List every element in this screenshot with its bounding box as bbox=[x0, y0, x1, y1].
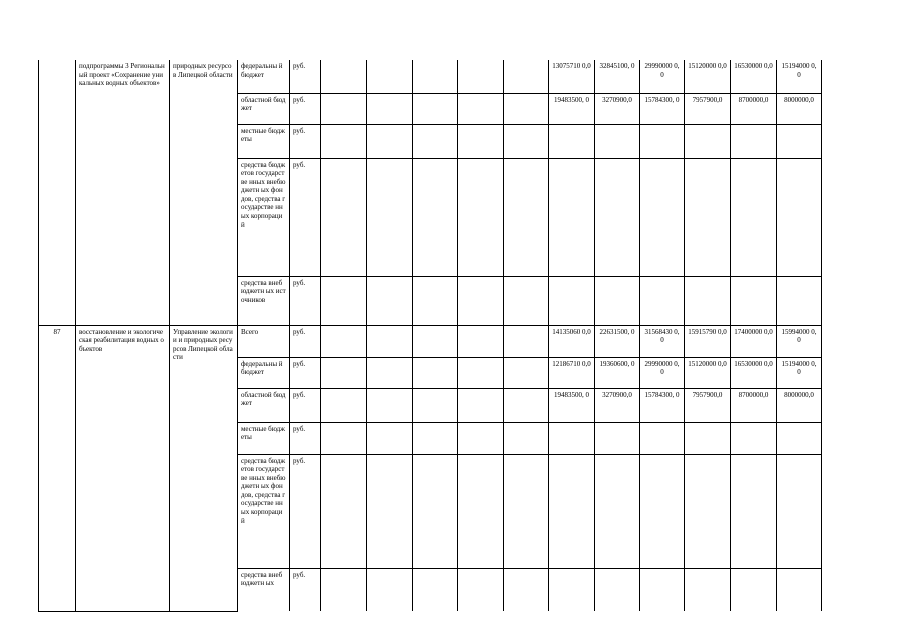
table-row bbox=[39, 325, 822, 357]
amount-cell bbox=[640, 276, 685, 325]
funding-source-cell: средства внебюджетн ых bbox=[238, 568, 290, 611]
empty-cell bbox=[504, 276, 549, 325]
empty-cell bbox=[367, 93, 413, 124]
unit-cell: руб. bbox=[290, 124, 321, 158]
amount-cell: 8700000,0 bbox=[731, 388, 777, 422]
amount-cell bbox=[549, 276, 595, 325]
empty-cell bbox=[504, 158, 549, 276]
empty-cell bbox=[458, 276, 504, 325]
amount-cell: 22631500, 0 bbox=[595, 325, 640, 357]
amount-cell bbox=[685, 568, 731, 611]
empty-cell bbox=[413, 388, 458, 422]
funding-source-cell: средства бюджетов государстве нных внебюджетн ых фондов, средства государстве нных корпораций bbox=[238, 158, 290, 276]
empty-cell bbox=[458, 158, 504, 276]
unit-cell: руб. bbox=[290, 568, 321, 611]
funding-source-cell: Всего bbox=[238, 325, 290, 357]
empty-cell bbox=[504, 124, 549, 158]
empty-cell bbox=[367, 357, 413, 388]
empty-cell bbox=[504, 325, 549, 357]
amount-cell: 15784300, 0 bbox=[640, 93, 685, 124]
empty-cell bbox=[458, 93, 504, 124]
unit-cell: руб. bbox=[290, 422, 321, 454]
row-number-cell bbox=[39, 60, 76, 325]
empty-cell bbox=[504, 93, 549, 124]
funding-source-cell: местные бюджеты bbox=[238, 124, 290, 158]
amount-cell: 8700000,0 bbox=[731, 93, 777, 124]
amount-cell: 8000000,0 bbox=[777, 93, 822, 124]
empty-cell bbox=[413, 454, 458, 568]
empty-cell bbox=[458, 422, 504, 454]
amount-cell: 15120000 0,0 bbox=[685, 357, 731, 388]
amount-cell bbox=[640, 454, 685, 568]
amount-cell bbox=[777, 276, 822, 325]
amount-cell: 7957900,0 bbox=[685, 388, 731, 422]
empty-cell bbox=[413, 60, 458, 93]
amount-cell: 3270900,0 bbox=[595, 388, 640, 422]
empty-cell bbox=[413, 158, 458, 276]
funding-source-cell: средства бюджетов государстве нных внебюджетн ых фондов, средства государстве нных корпораций bbox=[238, 454, 290, 568]
amount-cell: 8000000,0 bbox=[777, 388, 822, 422]
amount-cell bbox=[685, 276, 731, 325]
amount-cell: 17400000 0,0 bbox=[731, 325, 777, 357]
executor-cell: Управление экологии и природных ресурсов Липецкой области bbox=[170, 325, 238, 611]
amount-cell: 15194000 0,0 bbox=[777, 60, 822, 93]
empty-cell bbox=[321, 124, 367, 158]
amount-cell: 15120000 0,0 bbox=[685, 60, 731, 93]
empty-cell bbox=[321, 93, 367, 124]
amount-cell bbox=[777, 158, 822, 276]
funding-source-cell: федеральны й бюджет bbox=[238, 60, 290, 93]
amount-cell bbox=[685, 422, 731, 454]
amount-cell bbox=[549, 454, 595, 568]
amount-cell: 15194000 0,0 bbox=[777, 357, 822, 388]
empty-cell bbox=[367, 454, 413, 568]
empty-cell bbox=[413, 568, 458, 611]
funding-source-cell: федеральны й бюджет bbox=[238, 357, 290, 388]
unit-cell: руб. bbox=[290, 357, 321, 388]
amount-cell bbox=[640, 124, 685, 158]
amount-cell bbox=[640, 568, 685, 611]
amount-cell bbox=[731, 454, 777, 568]
empty-cell bbox=[367, 158, 413, 276]
empty-cell bbox=[321, 568, 367, 611]
amount-cell: 29990000 0,0 bbox=[640, 60, 685, 93]
empty-cell bbox=[321, 388, 367, 422]
amount-cell: 19360600, 0 bbox=[595, 357, 640, 388]
empty-cell bbox=[504, 357, 549, 388]
amount-cell: 32845100, 0 bbox=[595, 60, 640, 93]
funding-source-cell: областной бюджет bbox=[238, 388, 290, 422]
amount-cell bbox=[731, 568, 777, 611]
empty-cell bbox=[321, 158, 367, 276]
empty-cell bbox=[504, 568, 549, 611]
empty-cell bbox=[367, 568, 413, 611]
amount-cell bbox=[595, 422, 640, 454]
empty-cell bbox=[458, 124, 504, 158]
measure-name-cell: подпрограммы 3 Региональный проект «Сохранение уникальных водных объектов» bbox=[76, 60, 170, 325]
amount-cell: 14135060 0,0 bbox=[549, 325, 595, 357]
empty-cell bbox=[367, 422, 413, 454]
amount-cell bbox=[685, 454, 731, 568]
amount-cell: 13075710 0,0 bbox=[549, 60, 595, 93]
amount-cell bbox=[685, 124, 731, 158]
funding-source-cell: местные бюджеты bbox=[238, 422, 290, 454]
unit-cell: руб. bbox=[290, 276, 321, 325]
measure-name-cell: восстановление и экологическая реабилитация водных объектов bbox=[76, 325, 170, 611]
amount-cell bbox=[640, 158, 685, 276]
empty-cell bbox=[367, 276, 413, 325]
amount-cell bbox=[640, 422, 685, 454]
amount-cell: 3270900,0 bbox=[595, 93, 640, 124]
empty-cell bbox=[413, 93, 458, 124]
empty-cell bbox=[367, 124, 413, 158]
amount-cell: 12186710 0,0 bbox=[549, 357, 595, 388]
funding-source-cell: средства внебюджетн ых источников bbox=[238, 276, 290, 325]
amount-cell bbox=[595, 124, 640, 158]
executor-cell: природных ресурсов Липецкой области bbox=[170, 60, 238, 325]
empty-cell bbox=[458, 60, 504, 93]
amount-cell: 31568430 0,0 bbox=[640, 325, 685, 357]
amount-cell bbox=[731, 422, 777, 454]
empty-cell bbox=[321, 60, 367, 93]
empty-cell bbox=[504, 60, 549, 93]
empty-cell bbox=[413, 124, 458, 158]
amount-cell bbox=[731, 276, 777, 325]
empty-cell bbox=[504, 454, 549, 568]
empty-cell bbox=[321, 276, 367, 325]
empty-cell bbox=[458, 568, 504, 611]
empty-cell bbox=[367, 325, 413, 357]
amount-cell bbox=[549, 422, 595, 454]
empty-cell bbox=[458, 357, 504, 388]
amount-cell: 29990000 0,0 bbox=[640, 357, 685, 388]
unit-cell: руб. bbox=[290, 93, 321, 124]
empty-cell bbox=[458, 454, 504, 568]
funding-source-cell: областной бюджет bbox=[238, 93, 290, 124]
empty-cell bbox=[504, 388, 549, 422]
empty-cell bbox=[321, 357, 367, 388]
empty-cell bbox=[458, 388, 504, 422]
amount-cell bbox=[777, 454, 822, 568]
amount-cell bbox=[595, 568, 640, 611]
empty-cell bbox=[458, 325, 504, 357]
table-row bbox=[39, 60, 822, 93]
amount-cell: 16530000 0,0 bbox=[731, 357, 777, 388]
amount-cell bbox=[595, 158, 640, 276]
unit-cell: руб. bbox=[290, 158, 321, 276]
empty-cell bbox=[321, 325, 367, 357]
unit-cell: руб. bbox=[290, 454, 321, 568]
empty-cell bbox=[321, 454, 367, 568]
amount-cell bbox=[595, 454, 640, 568]
amount-cell: 15784300, 0 bbox=[640, 388, 685, 422]
amount-cell bbox=[731, 124, 777, 158]
amount-cell bbox=[685, 158, 731, 276]
amount-cell bbox=[549, 158, 595, 276]
amount-cell: 19483500, 0 bbox=[549, 93, 595, 124]
amount-cell: 7957900,0 bbox=[685, 93, 731, 124]
amount-cell bbox=[595, 276, 640, 325]
amount-cell bbox=[731, 158, 777, 276]
unit-cell: руб. bbox=[290, 325, 321, 357]
empty-cell bbox=[321, 422, 367, 454]
budget-table bbox=[38, 60, 822, 612]
amount-cell bbox=[549, 568, 595, 611]
amount-cell: 15915790 0,0 bbox=[685, 325, 731, 357]
empty-cell bbox=[504, 422, 549, 454]
unit-cell: руб. bbox=[290, 60, 321, 93]
row-number-cell: 87 bbox=[39, 325, 76, 611]
amount-cell bbox=[777, 568, 822, 611]
amount-cell: 16530000 0,0 bbox=[731, 60, 777, 93]
amount-cell: 15994000 0,0 bbox=[777, 325, 822, 357]
empty-cell bbox=[367, 60, 413, 93]
empty-cell bbox=[413, 325, 458, 357]
empty-cell bbox=[367, 388, 413, 422]
amount-cell bbox=[549, 124, 595, 158]
empty-cell bbox=[413, 276, 458, 325]
empty-cell bbox=[413, 422, 458, 454]
unit-cell: руб. bbox=[290, 388, 321, 422]
amount-cell: 19483500, 0 bbox=[549, 388, 595, 422]
amount-cell bbox=[777, 422, 822, 454]
amount-cell bbox=[777, 124, 822, 158]
empty-cell bbox=[413, 357, 458, 388]
